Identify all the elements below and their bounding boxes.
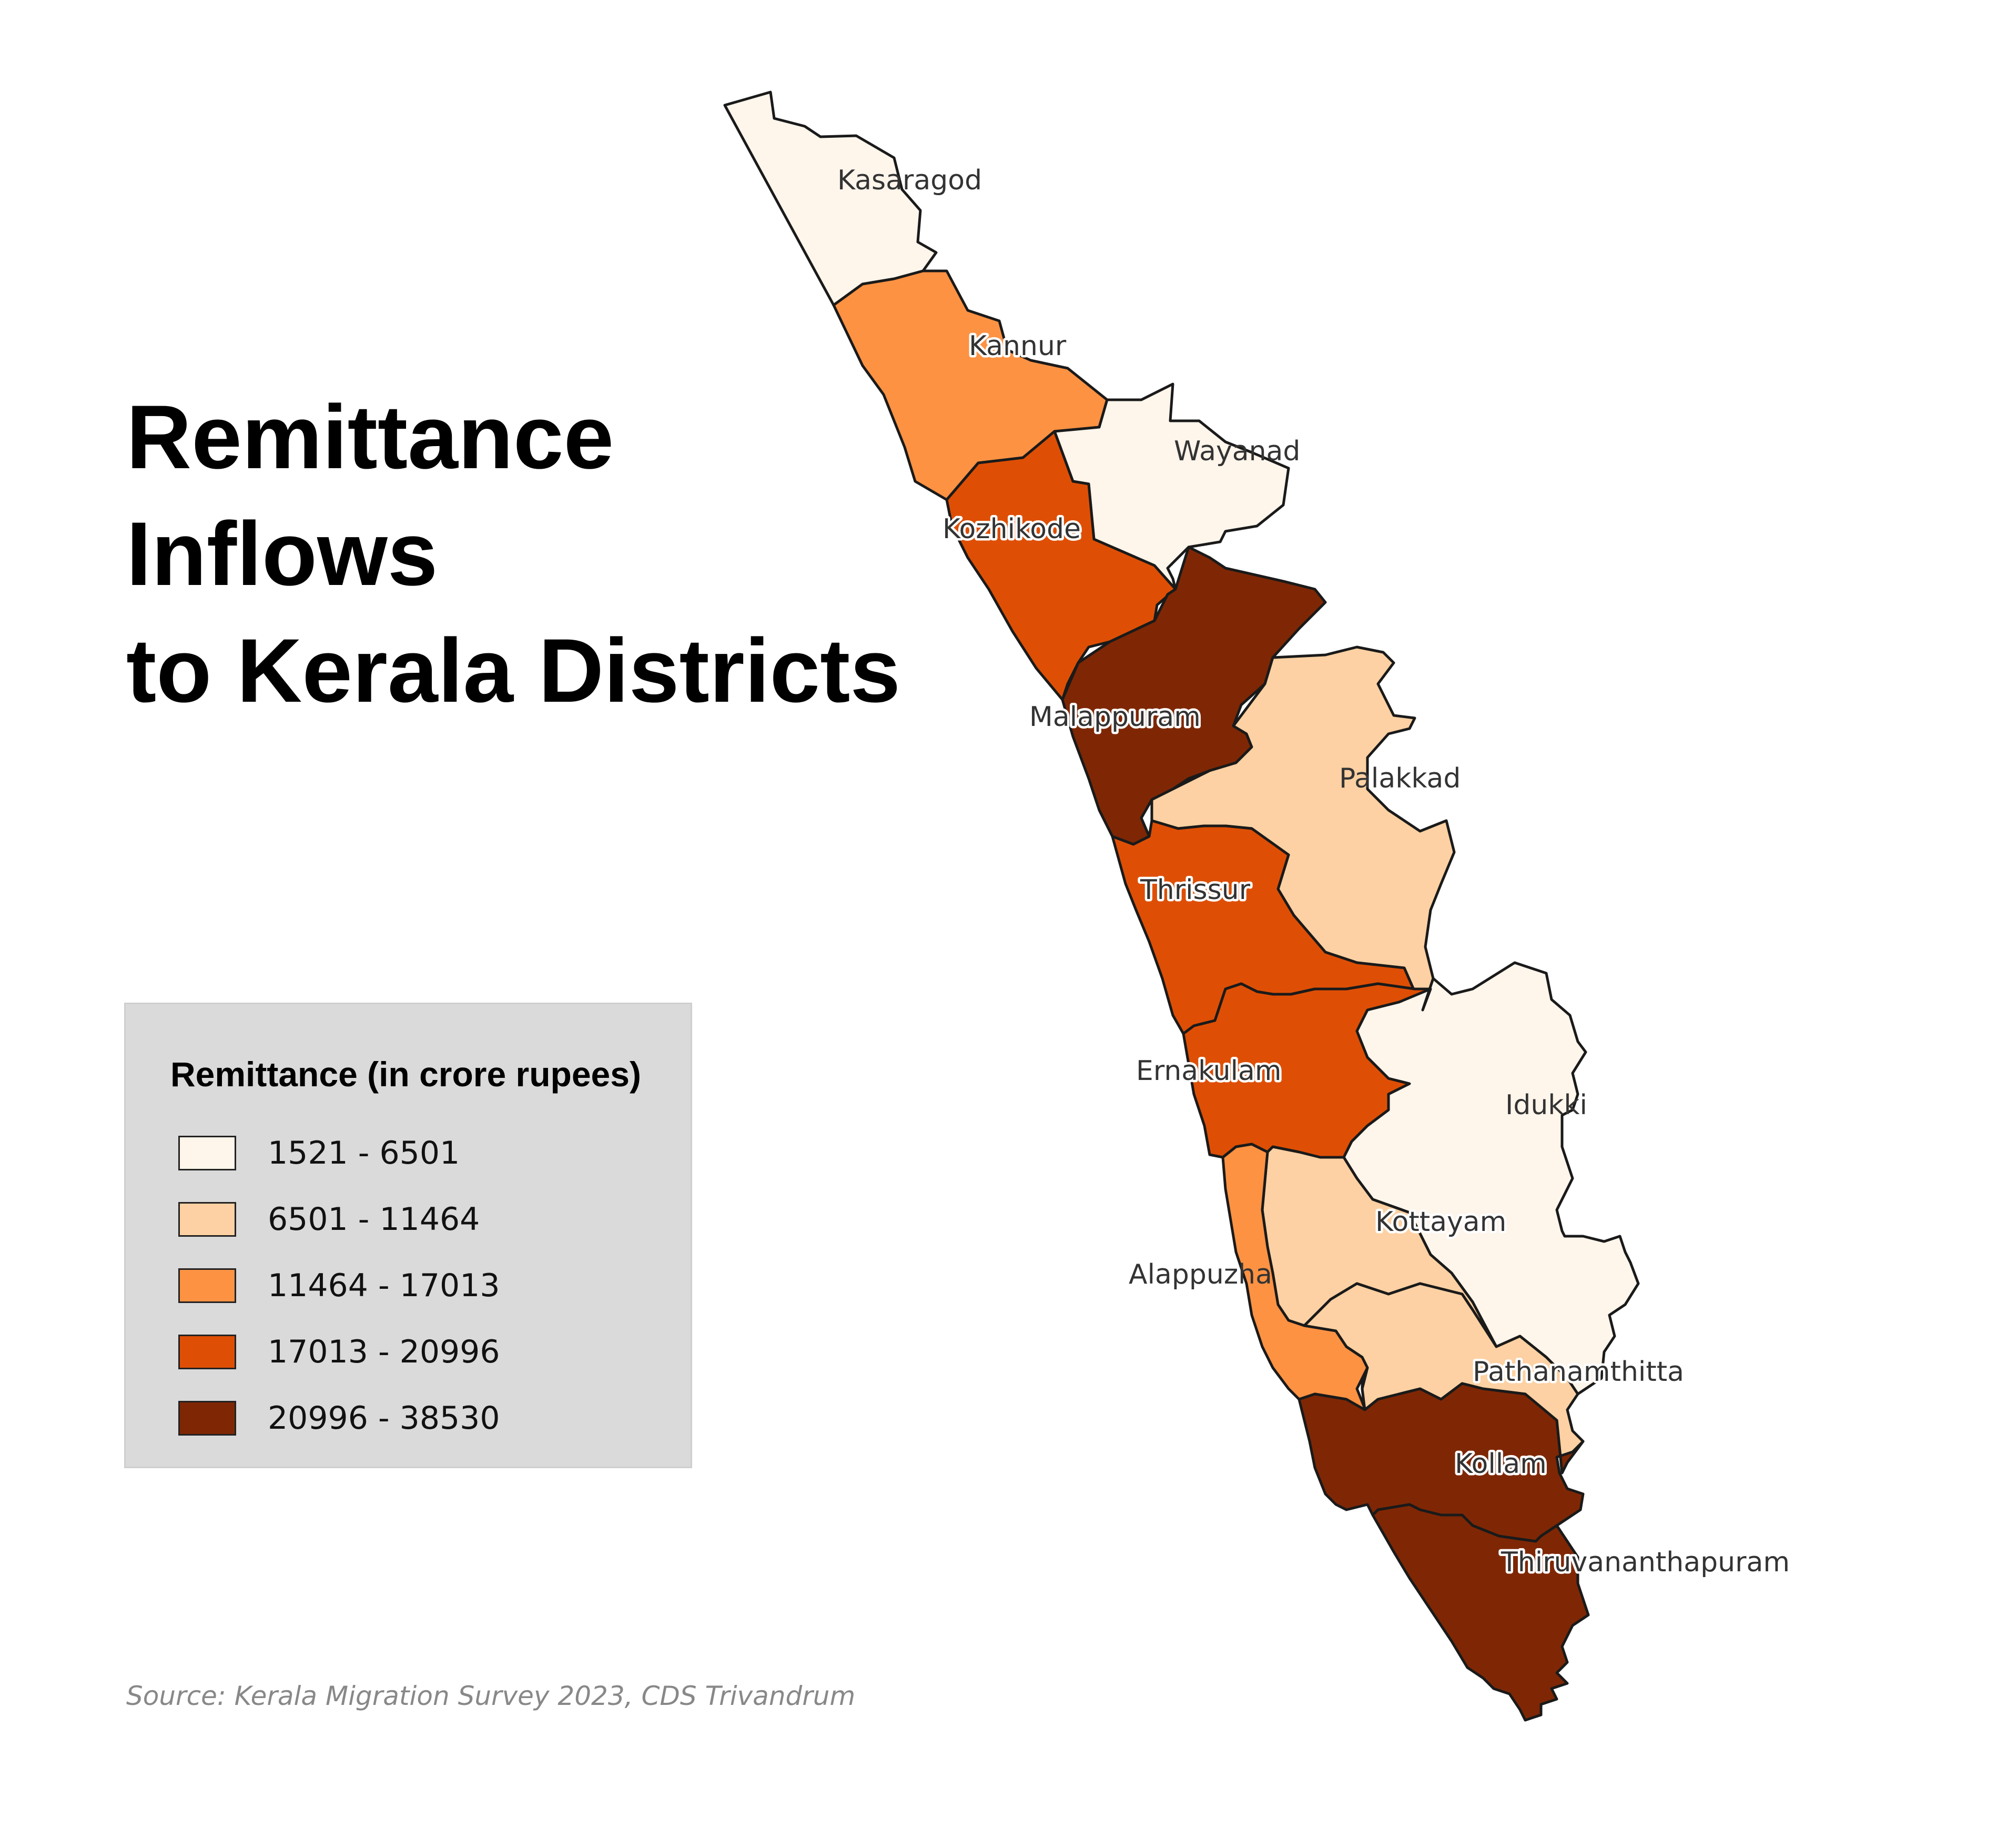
label-kollam: Kollam: [1455, 1448, 1547, 1480]
label-kozhikode: Kozhikode: [942, 513, 1081, 545]
label-ernakulam: Ernakulam: [1136, 1055, 1282, 1087]
district-thiruvananthapuram[interactable]: [1373, 1504, 1588, 1720]
legend-item: [178, 1385, 500, 1451]
legend-item: [178, 1253, 500, 1319]
source-note: Source: Kerala Migration Survey 2023, CDS Trivandrum: [126, 1681, 856, 1711]
legend-item: [178, 1120, 500, 1186]
legend-swatch: [178, 1335, 236, 1369]
legend-label: 17013 - 20996: [268, 1334, 500, 1370]
title-line-3: to Kerala Districts: [126, 620, 901, 721]
title-line-2: Inflows: [126, 503, 438, 604]
label-alappuzha: Alappuzha: [1129, 1259, 1272, 1290]
label-thiruvananthapuram: Thiruvananthapuram: [1501, 1547, 1790, 1578]
legend-items: [178, 1120, 500, 1451]
legend-swatch: [178, 1268, 236, 1303]
label-palakkad: Palakkad: [1339, 763, 1461, 794]
label-kannur: Kannur: [969, 330, 1067, 362]
title-line-1: Remittance: [126, 387, 614, 488]
label-idukki: Idukki: [1505, 1089, 1587, 1121]
legend-title: Remittance (in crore rupees): [170, 1055, 641, 1094]
district-kasaragod[interactable]: [725, 92, 936, 305]
label-wayanad: Wayanad: [1174, 436, 1301, 467]
legend-label: 6501 - 11464: [268, 1201, 480, 1238]
legend-swatch: [178, 1401, 236, 1436]
label-kottayam: Kottayam: [1375, 1206, 1507, 1238]
legend-label: 11464 - 17013: [268, 1267, 500, 1304]
legend: [124, 1003, 692, 1468]
legend-item: [178, 1319, 500, 1385]
legend-label: 1521 - 6501: [268, 1135, 460, 1172]
label-pathanamthitta: Pathanamthitta: [1473, 1356, 1685, 1388]
label-kasaragod: Kasaragod: [837, 165, 982, 196]
legend-item: [178, 1186, 500, 1253]
label-malappuram: Malappuram: [1029, 701, 1201, 733]
legend-label: 20996 - 38530: [268, 1400, 500, 1437]
legend-swatch: [178, 1136, 236, 1170]
legend-swatch: [178, 1202, 236, 1237]
label-thrissur: Thrissur: [1140, 874, 1251, 906]
